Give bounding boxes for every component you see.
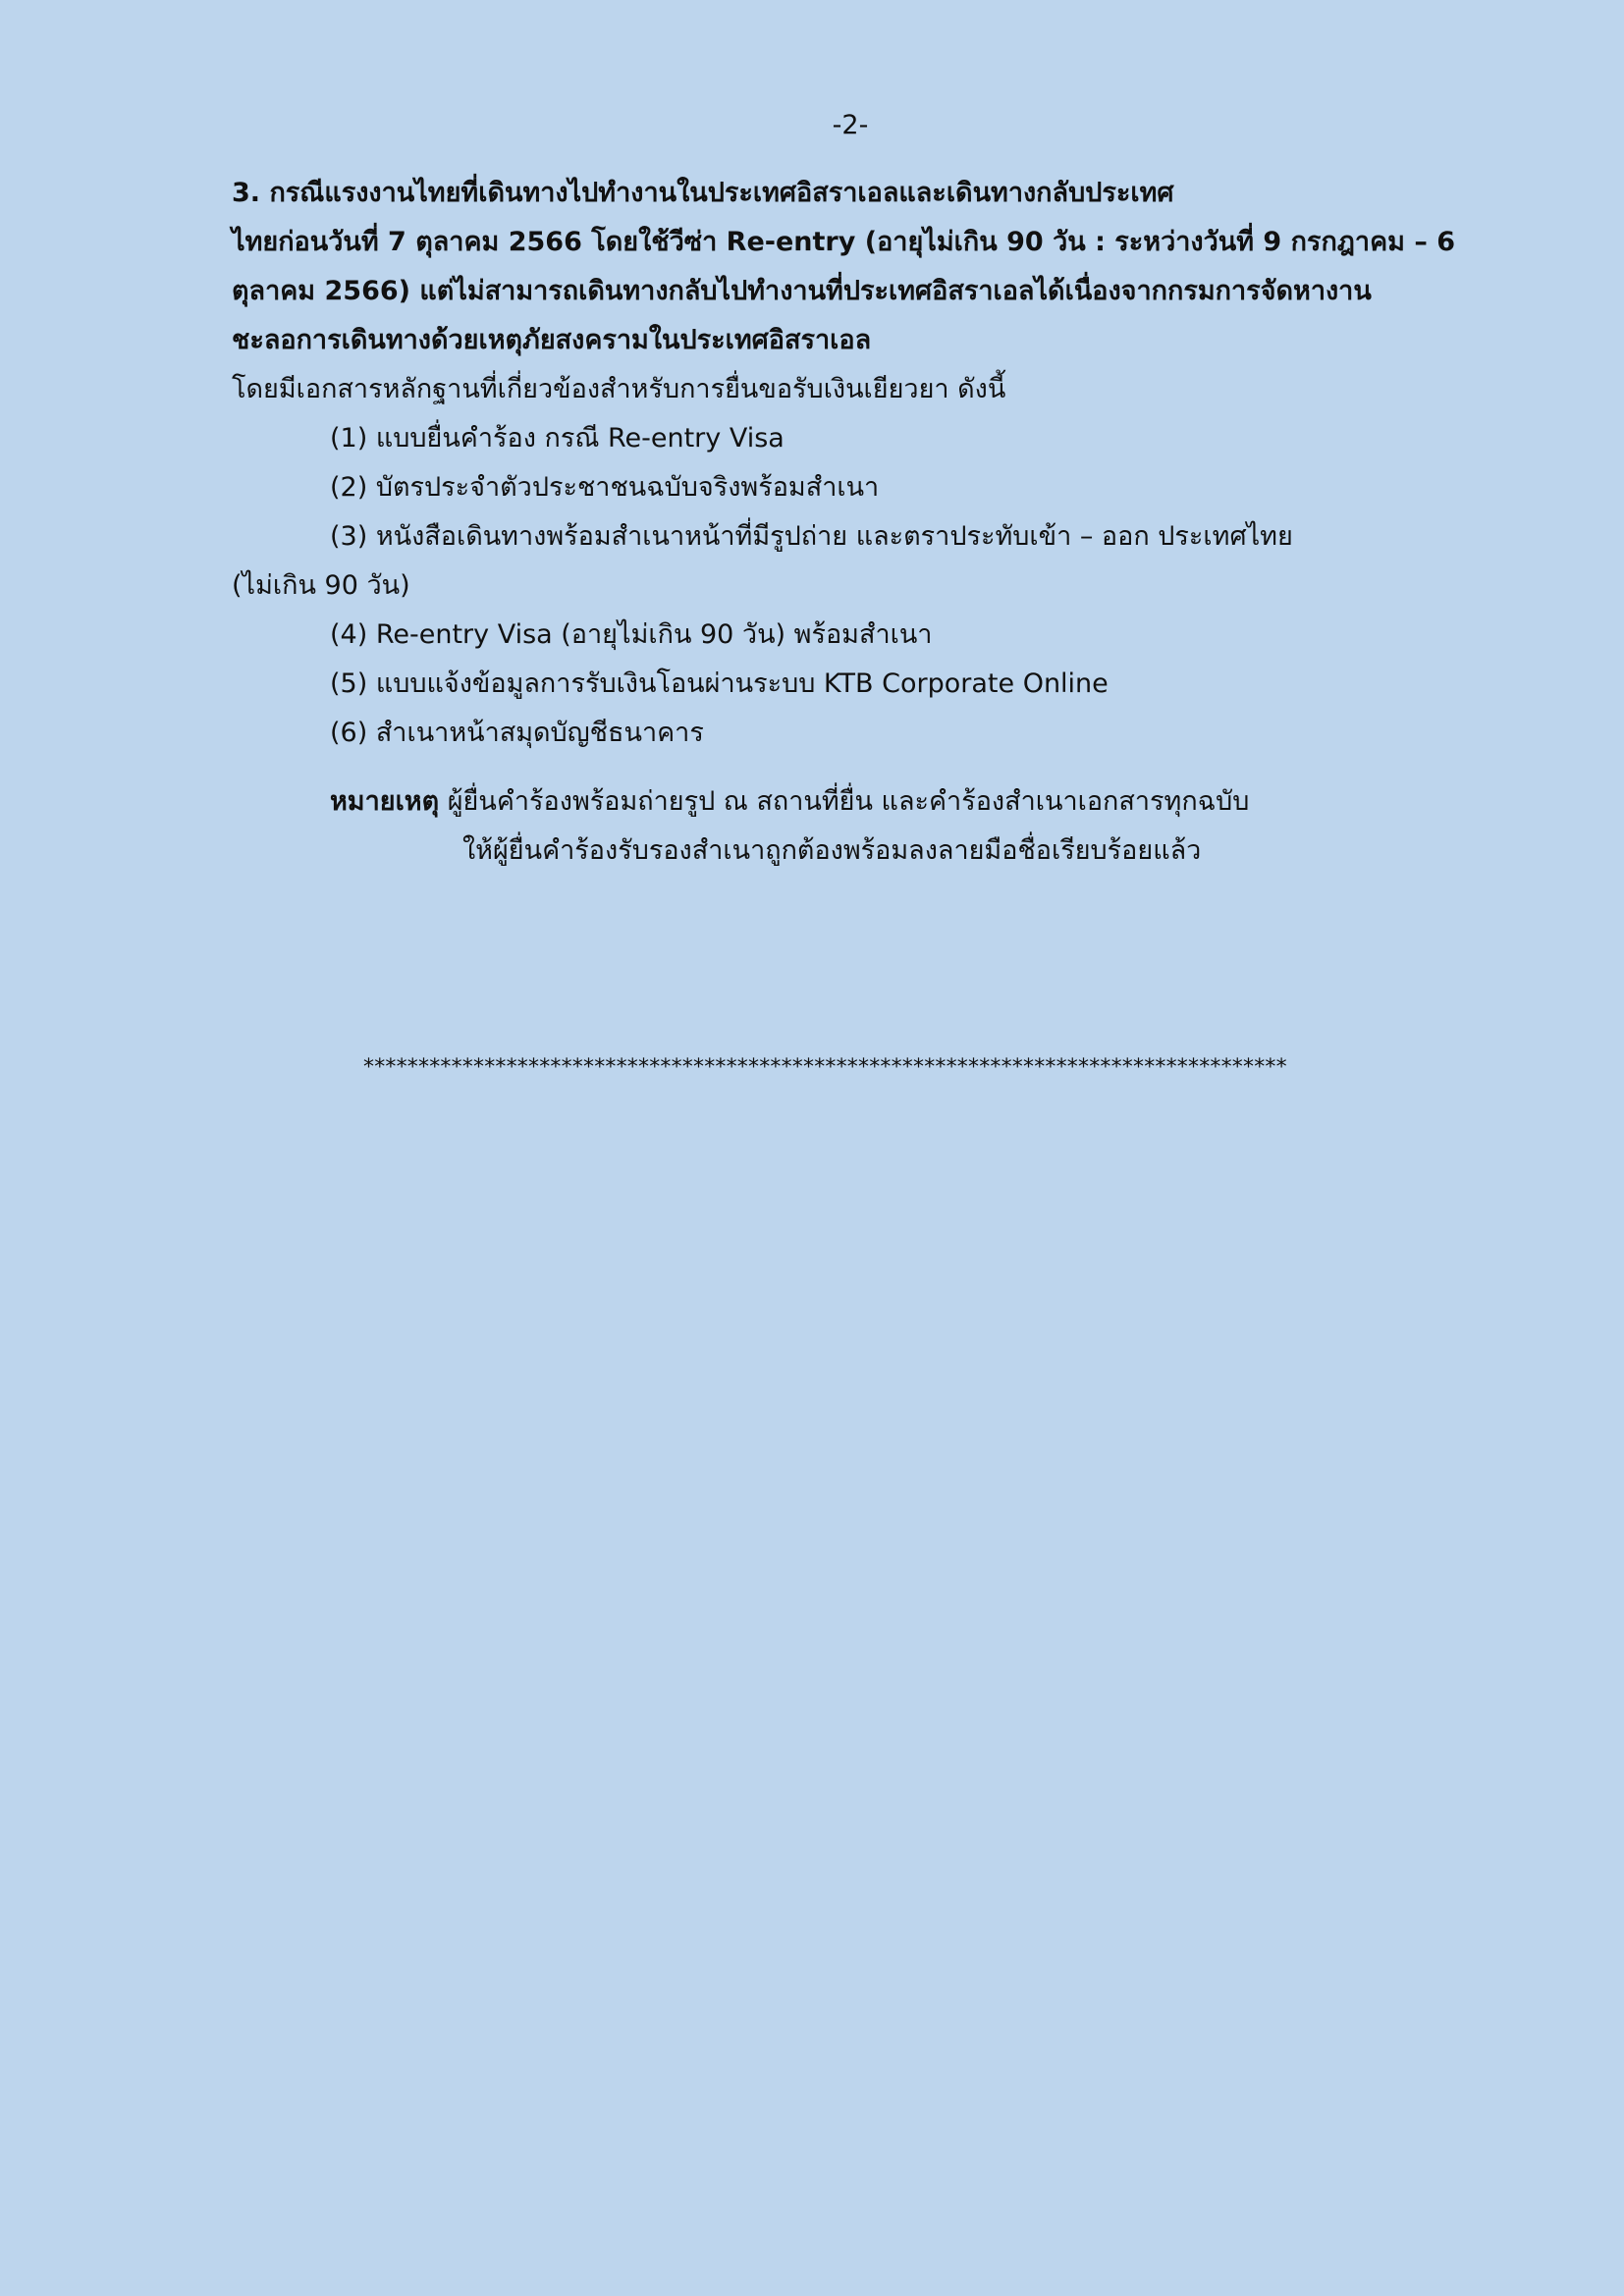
note-line-1 bbox=[330, 777, 1508, 827]
documents-list bbox=[232, 414, 1508, 758]
document-item-5: (5) แบบแจ้งข้อมูลการรับเงินโอนผ่านระบบ KTB Corporate Online bbox=[330, 668, 1109, 699]
document-item-3-text: (3) หนังสือเดินทางพร้อมสำเนาหน้าที่มีรูปถ่าย และตราประทับเข้า – ออก ประเทศไทย bbox=[330, 521, 1293, 552]
document-item-1: (1) แบบยื่นคำร้อง กรณี Re-entry Visa bbox=[330, 423, 785, 454]
note-line-2: ให้ผู้ยื่นคำร้องรับรองสำเนาถูกต้องพร้อมลงลายมือชื่อเรียบร้อยแล้ว bbox=[462, 835, 1202, 866]
note-block bbox=[330, 777, 1508, 876]
page-number: -2- bbox=[832, 110, 869, 140]
heading-line-4: ชะลอการเดินทางด้วยเหตุภัยสงครามในประเทศอิสราเอล bbox=[232, 325, 872, 355]
note-text-1: ผู้ยื่นคำร้องพร้อมถ่ายรูป ณ สถานที่ยื่น และคำร้องสำเนาเอกสารทุกฉบับ bbox=[439, 786, 1250, 817]
separator-line: ************************************************************************************ bbox=[363, 1055, 1287, 1080]
section-heading bbox=[232, 169, 1508, 365]
heading-line-1: 3. กรณีแรงงานไทยที่เดินทางไปทำงานในประเทศอิสราเอลและเดินทางกลับประเทศ bbox=[232, 178, 1174, 208]
heading-line-2: ไทยก่อนวันที่ 7 ตุลาคม 2566 โดยใช้วีซ่า Re-entry (อายุไม่เกิน 90 วัน : ระหว่างวันที่ 9 กรกฎาคม – 6 bbox=[232, 227, 1456, 257]
note-label: หมายเหตุ bbox=[330, 786, 440, 817]
documents-intro: โดยมีเอกสารหลักฐานที่เกี่ยวข้องสำหรับการยื่นขอรับเงินเยียวยา ดังนี้ bbox=[232, 374, 1006, 404]
document-item-4: (4) Re-entry Visa (อายุไม่เกิน 90 วัน) พร้อมสำเนา bbox=[330, 619, 933, 650]
heading-line-3: ตุลาคม 2566) แต่ไม่สามารถเดินทางกลับไปทำงานที่ประเทศอิสราเอลได้เนื่องจากกรมการจัดหางาน bbox=[232, 276, 1372, 306]
document-item-3-continuation: (ไม่เกิน 90 วัน) bbox=[232, 570, 410, 601]
document-item-3 bbox=[232, 512, 1508, 611]
document-item-2: (2) บัตรประจำตัวประชาชนฉบับจริงพร้อมสำเนา bbox=[330, 472, 880, 503]
document-item-6: (6) สำเนาหน้าสมุดบัญชีธนาคาร bbox=[330, 718, 704, 748]
